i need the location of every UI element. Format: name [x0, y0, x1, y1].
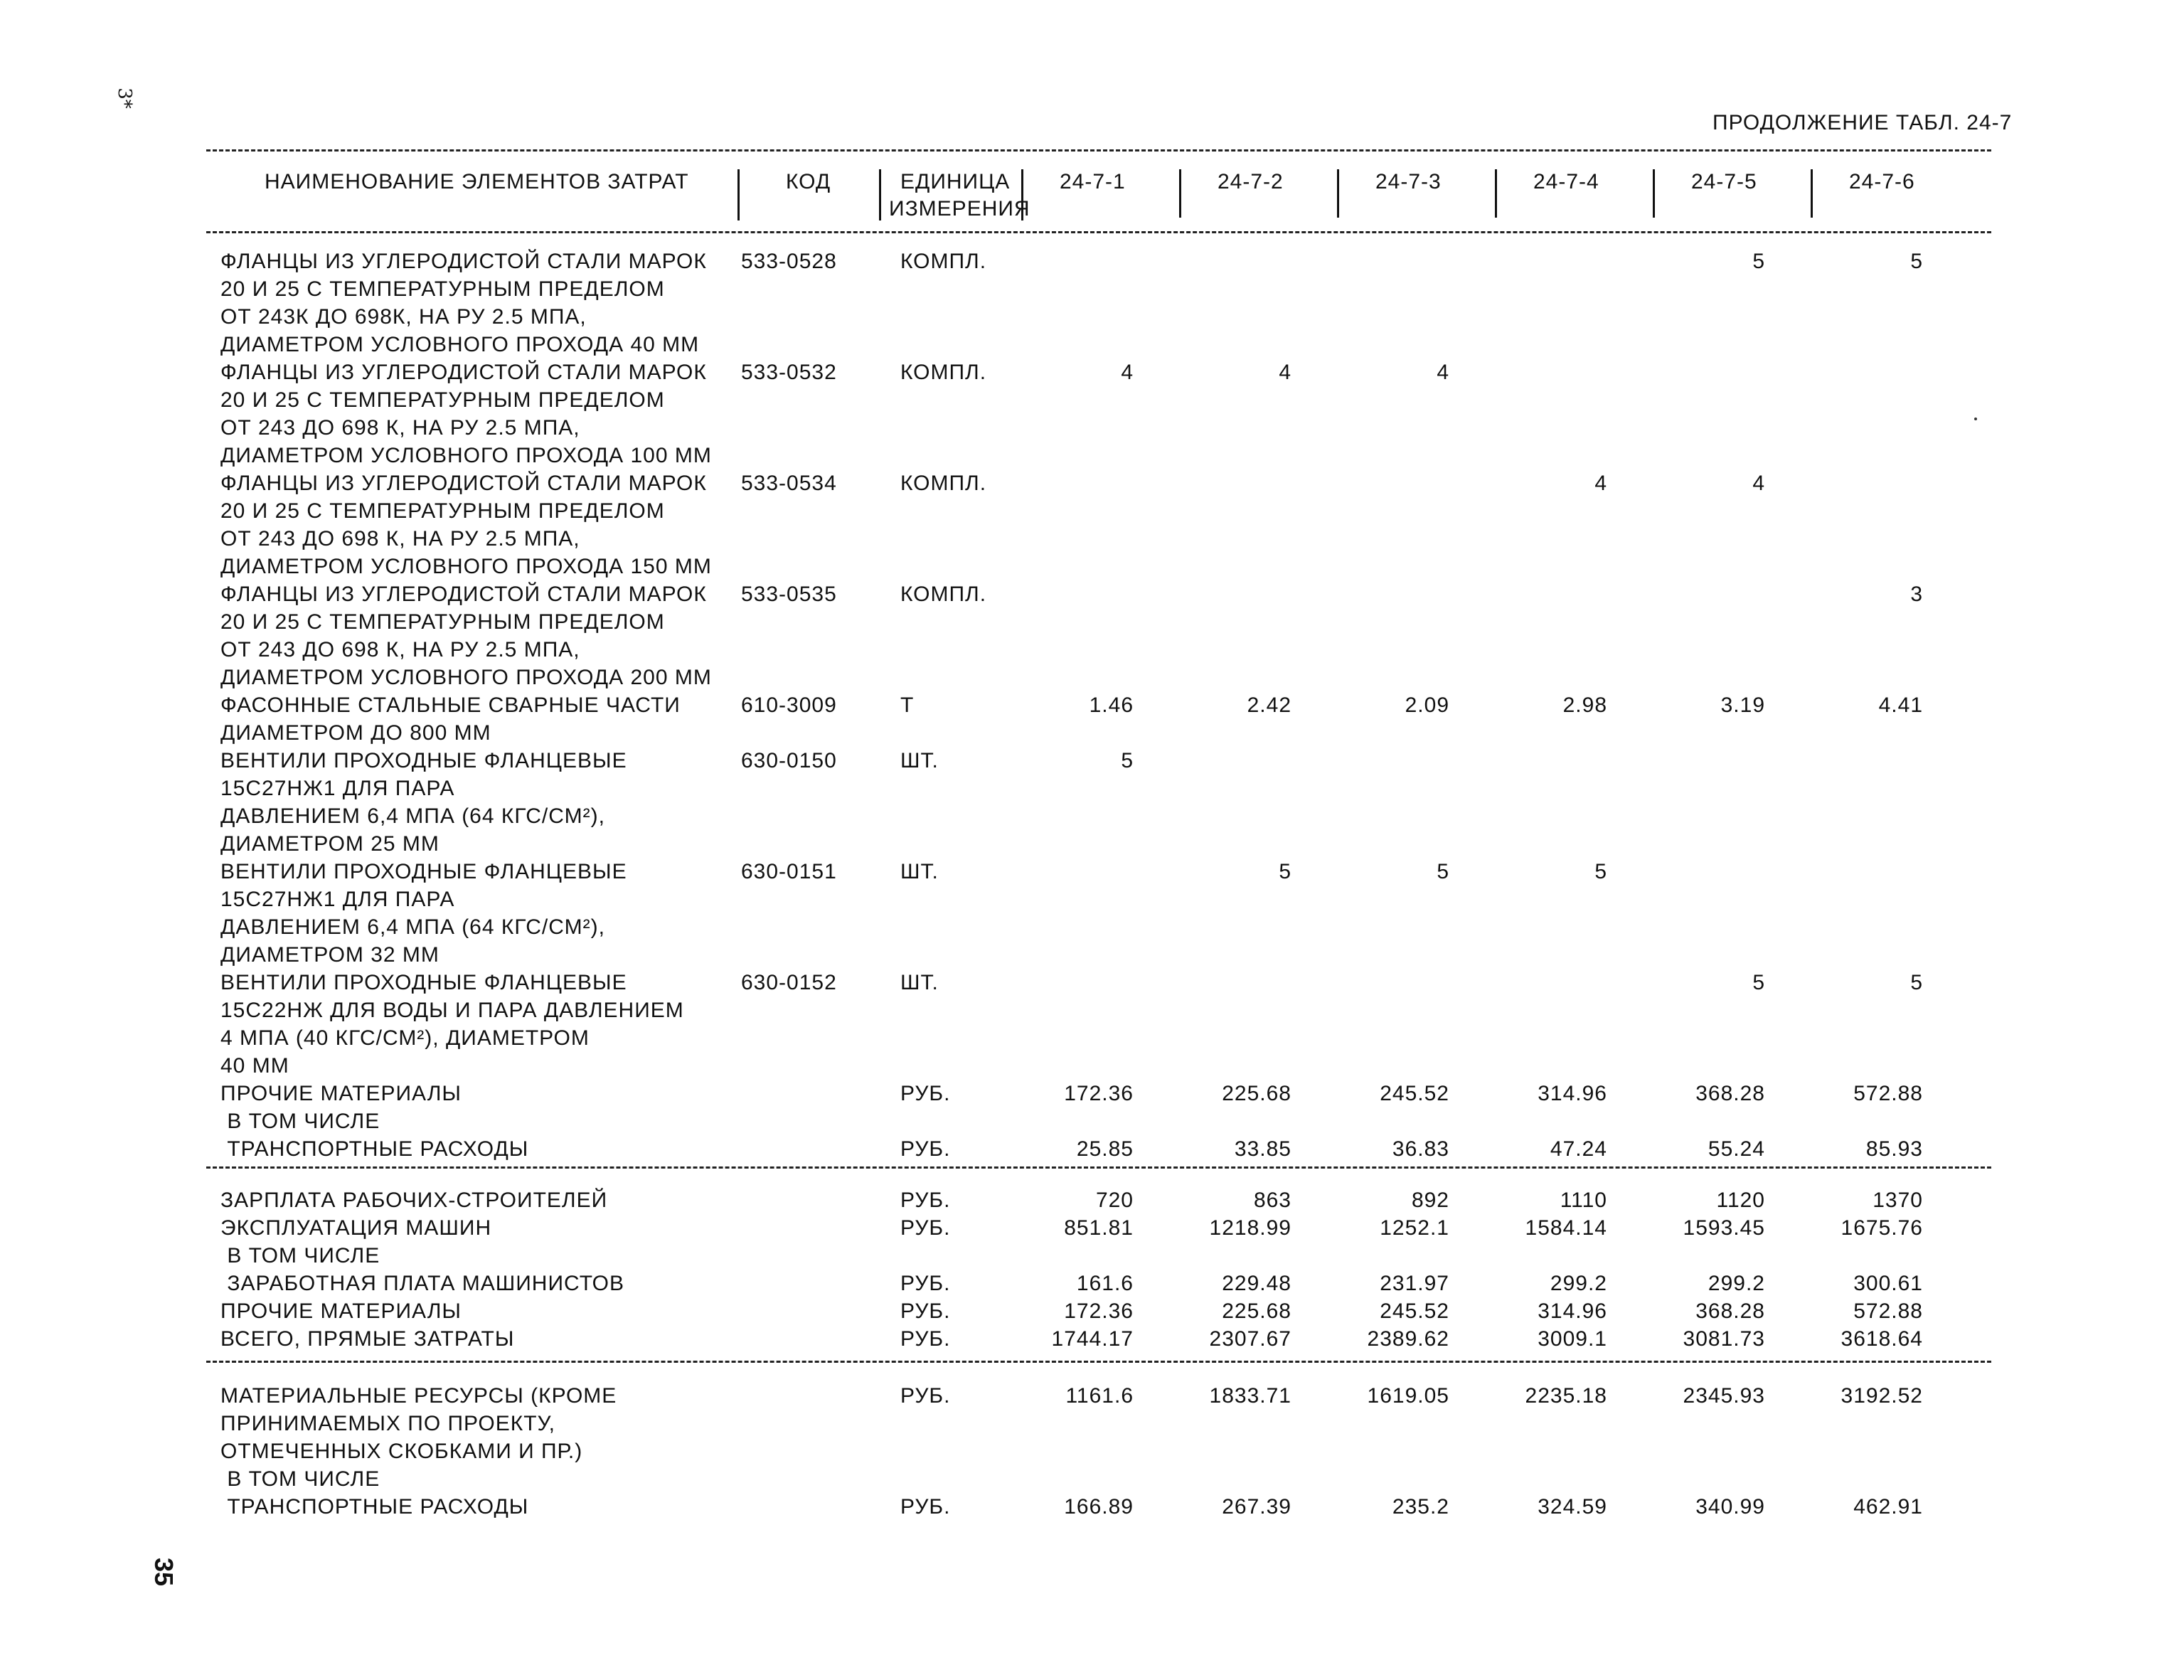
item-value-col-5: 5 — [1752, 250, 1765, 273]
item-value-col-3: 231.97 — [1380, 1272, 1449, 1295]
item-name-line: ВЕНТИЛИ ПРОХОДНЫЕ ФЛАНЦЕВЫЕ — [220, 860, 627, 883]
item-value-col-4: 324.59 — [1538, 1495, 1607, 1519]
item-code: 533-0532 — [741, 361, 837, 384]
item-unit: РУБ. — [900, 1384, 951, 1408]
item-value-col-6: 300.61 — [1853, 1272, 1923, 1295]
item-name-line: ФЛАНЦЫ ИЗ УГЛЕРОДИСТОЙ СТАЛИ МАРОК — [220, 361, 707, 384]
header-col-1: 24-7-1 — [1060, 170, 1126, 193]
divider-header — [206, 231, 1991, 233]
header-separator — [1653, 169, 1655, 218]
item-name-line: ДИАМЕТРОМ 25 ММ — [220, 832, 440, 856]
item-name-line: МАТЕРИАЛЬНЫЕ РЕСУРСЫ (КРОМЕ — [220, 1384, 617, 1408]
item-value-col-6: 5 — [1910, 250, 1923, 273]
item-value-col-1: 720 — [1095, 1189, 1134, 1212]
item-value-col-1: 5 — [1121, 749, 1134, 772]
item-value-col-1: 1744.17 — [1051, 1327, 1134, 1351]
item-name-line: ОТ 243 ДО 698 К, НА РУ 2.5 МПА, — [220, 638, 580, 661]
header-unit-line1: ЕДИНИЦА — [900, 170, 1011, 193]
item-code: 533-0528 — [741, 250, 837, 273]
item-value-col-3: 36.83 — [1392, 1137, 1449, 1161]
item-value-col-4: 314.96 — [1538, 1082, 1607, 1105]
item-name-line: 20 И 25 С ТЕМПЕРАТУРНЫМ ПРЕДЕЛОМ — [220, 277, 665, 301]
item-value-col-4: 47.24 — [1550, 1137, 1607, 1161]
item-code: 533-0534 — [741, 472, 837, 495]
item-name-line: ДАВЛЕНИЕМ 6,4 МПА (64 КГС/СМ²), — [220, 915, 605, 939]
item-value-col-5: 299.2 — [1708, 1272, 1765, 1295]
item-value-col-5: 1593.45 — [1683, 1216, 1765, 1240]
item-value-col-3: 2.09 — [1405, 693, 1449, 717]
item-value-col-5: 2345.93 — [1683, 1384, 1765, 1408]
item-value-col-3: 245.52 — [1380, 1082, 1449, 1105]
item-name-line: ДАВЛЕНИЕМ 6,4 МПА (64 КГС/СМ²), — [220, 804, 605, 828]
item-name-line: ПРОЧИЕ МАТЕРИАЛЫ — [220, 1299, 462, 1323]
item-name-line: 15С27НЖ1 ДЛЯ ПАРА — [220, 777, 455, 800]
item-name-line: ПРИНИМАЕМЫХ ПО ПРОЕКТУ, — [220, 1412, 555, 1435]
item-unit: РУБ. — [900, 1495, 951, 1519]
item-unit: КОМПЛ. — [900, 361, 987, 384]
header-col-2: 24-7-2 — [1218, 170, 1284, 193]
item-name-line: ДИАМЕТРОМ УСЛОВНОГО ПРОХОДА 40 ММ — [220, 333, 700, 356]
item-name-line: 4 МПА (40 КГС/СМ²), ДИАМЕТРОМ — [220, 1026, 590, 1050]
item-value-col-3: 1619.05 — [1367, 1384, 1449, 1408]
item-value-col-2: 229.48 — [1222, 1272, 1291, 1295]
item-unit: КОМПЛ. — [900, 583, 987, 606]
item-value-col-6: 5 — [1910, 971, 1923, 994]
scan-dot — [1974, 418, 1977, 420]
item-name-line: ТРАНСПОРТНЫЕ РАСХОДЫ — [220, 1137, 529, 1161]
item-name-line: ЗАРАБОТНАЯ ПЛАТА МАШИНИСТОВ — [220, 1272, 625, 1295]
item-value-col-2: 2.42 — [1247, 693, 1291, 717]
item-value-col-5: 55.24 — [1708, 1137, 1765, 1161]
item-value-col-2: 2307.67 — [1209, 1327, 1291, 1351]
item-unit: РУБ. — [900, 1216, 951, 1240]
item-value-col-1: 851.81 — [1064, 1216, 1134, 1240]
item-value-col-5: 340.99 — [1695, 1495, 1765, 1519]
item-unit: РУБ. — [900, 1272, 951, 1295]
item-name-line: ПРОЧИЕ МАТЕРИАЛЫ — [220, 1082, 462, 1105]
header-separator — [1495, 169, 1497, 218]
header-col-3: 24-7-3 — [1375, 170, 1442, 193]
header-col-4: 24-7-4 — [1533, 170, 1599, 193]
item-value-col-4: 5 — [1594, 860, 1607, 883]
item-code: 630-0150 — [741, 749, 837, 772]
item-value-col-2: 4 — [1279, 361, 1291, 384]
divider-section-2 — [206, 1361, 1991, 1363]
item-value-col-2: 267.39 — [1222, 1495, 1291, 1519]
item-value-col-2: 225.68 — [1222, 1299, 1291, 1323]
item-value-col-4: 4 — [1594, 472, 1607, 495]
item-value-col-2: 1218.99 — [1209, 1216, 1291, 1240]
item-value-col-3: 245.52 — [1380, 1299, 1449, 1323]
item-value-col-2: 863 — [1253, 1189, 1291, 1212]
item-value-col-6: 1675.76 — [1841, 1216, 1923, 1240]
item-name-line: ВЕНТИЛИ ПРОХОДНЫЕ ФЛАНЦЕВЫЕ — [220, 971, 627, 994]
item-name-line: ДИАМЕТРОМ УСЛОВНОГО ПРОХОДА 200 ММ — [220, 666, 712, 689]
item-value-col-1: 4 — [1121, 361, 1134, 384]
item-value-col-2: 5 — [1279, 860, 1291, 883]
item-name-line: В ТОМ ЧИСЛЕ — [220, 1467, 380, 1491]
item-name-line: 40 ММ — [220, 1054, 289, 1078]
item-name-line: 15С27НЖ1 ДЛЯ ПАРА — [220, 888, 455, 911]
divider-section-1 — [206, 1166, 1991, 1169]
item-name-line: ЭКСПЛУАТАЦИЯ МАШИН — [220, 1216, 492, 1240]
item-name-line: В ТОМ ЧИСЛЕ — [220, 1244, 380, 1267]
item-name-line: ОТ 243 ДО 698 К, НА РУ 2.5 МПА, — [220, 527, 580, 551]
header-name: НАИМЕНОВАНИЕ ЭЛЕМЕНТОВ ЗАТРАТ — [265, 170, 689, 193]
divider-top — [206, 149, 1991, 151]
item-unit: РУБ. — [900, 1299, 951, 1323]
item-value-col-5: 3081.73 — [1683, 1327, 1765, 1351]
item-unit: КОМПЛ. — [900, 250, 987, 273]
page-number: 35 — [149, 1557, 179, 1587]
item-value-col-6: 462.91 — [1853, 1495, 1923, 1519]
item-value-col-4: 314.96 — [1538, 1299, 1607, 1323]
header-code: КОД — [786, 170, 831, 193]
item-value-col-3: 2389.62 — [1367, 1327, 1449, 1351]
header-col-5: 24-7-5 — [1691, 170, 1757, 193]
item-name-line: ВСЕГО, ПРЯМЫЕ ЗАТРАТЫ — [220, 1327, 515, 1351]
item-name-line: ФЛАНЦЫ ИЗ УГЛЕРОДИСТОЙ СТАЛИ МАРОК — [220, 583, 707, 606]
item-value-col-5: 1120 — [1716, 1189, 1765, 1212]
item-unit: Т — [900, 693, 915, 717]
item-value-col-5: 368.28 — [1695, 1299, 1765, 1323]
item-value-col-3: 1252.1 — [1380, 1216, 1449, 1240]
header-separator — [1021, 169, 1023, 220]
header-separator — [879, 169, 881, 220]
item-value-col-4: 1584.14 — [1525, 1216, 1607, 1240]
item-code: 630-0151 — [741, 860, 837, 883]
item-unit: РУБ. — [900, 1082, 951, 1105]
item-value-col-3: 892 — [1411, 1189, 1449, 1212]
header-separator — [1337, 169, 1339, 218]
item-name-line: 15С22НЖ ДЛЯ ВОДЫ И ПАРА ДАВЛЕНИЕМ — [220, 999, 684, 1022]
item-name-line: ВЕНТИЛИ ПРОХОДНЫЕ ФЛАНЦЕВЫЕ — [220, 749, 627, 772]
item-value-col-2: 33.85 — [1234, 1137, 1291, 1161]
item-code: 630-0152 — [741, 971, 837, 994]
header-unit-line2: ИЗМЕРЕНИЯ — [889, 197, 1030, 220]
item-code: 533-0535 — [741, 583, 837, 606]
item-value-col-6: 3 — [1910, 583, 1923, 606]
header-separator — [737, 169, 740, 220]
item-value-col-5: 368.28 — [1695, 1082, 1765, 1105]
item-value-col-2: 1833.71 — [1209, 1384, 1291, 1408]
header-col-6: 24-7-6 — [1849, 170, 1915, 193]
item-unit: ШТ. — [900, 749, 939, 772]
item-name-line: 20 И 25 С ТЕМПЕРАТУРНЫМ ПРЕДЕЛОМ — [220, 388, 665, 412]
item-unit: ШТ. — [900, 971, 939, 994]
item-name-line: ЗАРПЛАТА РАБОЧИХ-СТРОИТЕЛЕЙ — [220, 1189, 608, 1212]
item-unit: ШТ. — [900, 860, 939, 883]
item-value-col-6: 572.88 — [1853, 1082, 1923, 1105]
item-value-col-1: 166.89 — [1064, 1495, 1134, 1519]
item-name-line: ДИАМЕТРОМ УСЛОВНОГО ПРОХОДА 100 ММ — [220, 444, 712, 467]
item-name-line: 20 И 25 С ТЕМПЕРАТУРНЫМ ПРЕДЕЛОМ — [220, 610, 665, 634]
item-unit: РУБ. — [900, 1327, 951, 1351]
item-value-col-1: 172.36 — [1064, 1299, 1134, 1323]
item-value-col-4: 3009.1 — [1538, 1327, 1607, 1351]
item-value-col-4: 1110 — [1560, 1189, 1607, 1212]
item-value-col-6: 85.93 — [1865, 1137, 1923, 1161]
header-separator — [1179, 169, 1181, 218]
item-name-line: ДИАМЕТРОМ УСЛОВНОГО ПРОХОДА 150 ММ — [220, 555, 712, 578]
header-separator — [1811, 169, 1813, 218]
item-code: 610-3009 — [741, 693, 837, 717]
item-name-line: 20 И 25 С ТЕМПЕРАТУРНЫМ ПРЕДЕЛОМ — [220, 499, 665, 523]
item-name-line: ДИАМЕТРОМ 32 ММ — [220, 943, 440, 967]
item-unit: РУБ. — [900, 1137, 951, 1161]
margin-note: 3* — [114, 87, 135, 109]
item-name-line: ФАСОННЫЕ СТАЛЬНЫЕ СВАРНЫЕ ЧАСТИ — [220, 693, 681, 717]
item-value-col-4: 2235.18 — [1525, 1384, 1607, 1408]
item-value-col-5: 4 — [1752, 472, 1765, 495]
table-continuation-title: ПРОДОЛЖЕНИЕ ТАБЛ. 24-7 — [1712, 111, 2013, 134]
item-value-col-1: 1161.6 — [1065, 1384, 1134, 1408]
item-name-line: ДИАМЕТРОМ ДО 800 ММ — [220, 721, 491, 745]
item-value-col-3: 235.2 — [1392, 1495, 1449, 1519]
item-name-line: ТРАНСПОРТНЫЕ РАСХОДЫ — [220, 1495, 529, 1519]
item-value-col-6: 3192.52 — [1841, 1384, 1923, 1408]
item-name-line: В ТОМ ЧИСЛЕ — [220, 1110, 380, 1133]
item-value-col-1: 172.36 — [1064, 1082, 1134, 1105]
item-value-col-1: 161.6 — [1076, 1272, 1134, 1295]
item-value-col-6: 4.41 — [1878, 693, 1923, 717]
item-name-line: ОТ 243К ДО 698К, НА РУ 2.5 МПА, — [220, 305, 587, 329]
item-value-col-1: 25.85 — [1076, 1137, 1134, 1161]
item-value-col-5: 5 — [1752, 971, 1765, 994]
item-unit: КОМПЛ. — [900, 472, 987, 495]
item-unit: РУБ. — [900, 1189, 951, 1212]
item-value-col-6: 3618.64 — [1841, 1327, 1923, 1351]
item-value-col-4: 299.2 — [1550, 1272, 1607, 1295]
item-value-col-3: 4 — [1437, 361, 1449, 384]
item-value-col-5: 3.19 — [1720, 693, 1765, 717]
item-value-col-2: 225.68 — [1222, 1082, 1291, 1105]
item-value-col-1: 1.46 — [1089, 693, 1134, 717]
item-value-col-3: 5 — [1437, 860, 1449, 883]
item-value-col-4: 2.98 — [1562, 693, 1607, 717]
item-value-col-6: 572.88 — [1853, 1299, 1923, 1323]
item-name-line: ФЛАНЦЫ ИЗ УГЛЕРОДИСТОЙ СТАЛИ МАРОК — [220, 250, 707, 273]
item-value-col-6: 1370 — [1873, 1189, 1923, 1212]
item-name-line: ФЛАНЦЫ ИЗ УГЛЕРОДИСТОЙ СТАЛИ МАРОК — [220, 472, 707, 495]
item-name-line: ОТМЕЧЕННЫХ СКОБКАМИ И ПР.) — [220, 1440, 583, 1463]
item-name-line: ОТ 243 ДО 698 К, НА РУ 2.5 МПА, — [220, 416, 580, 440]
